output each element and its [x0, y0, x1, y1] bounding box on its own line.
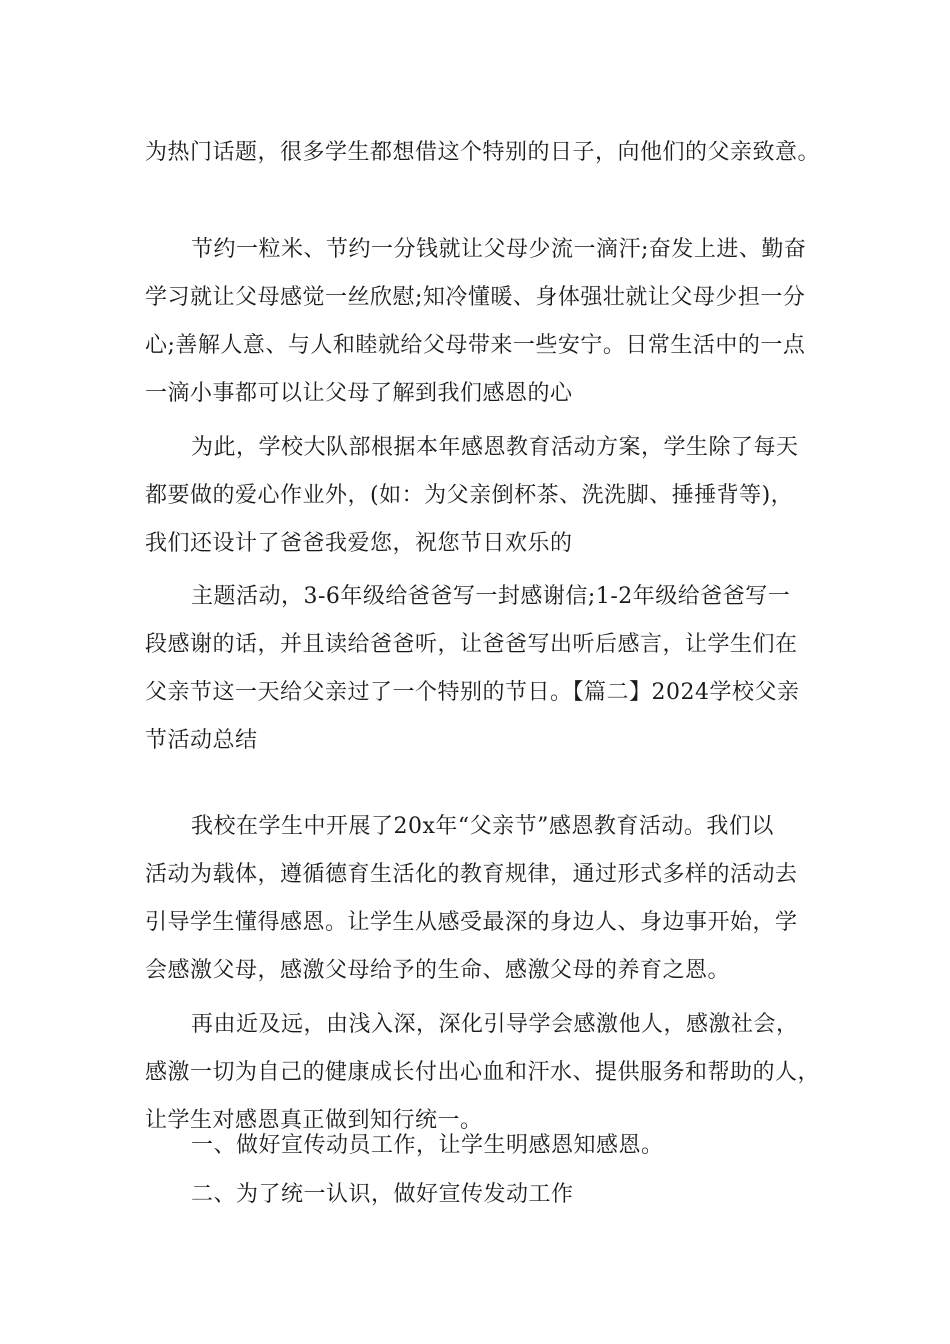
text-line: 主题活动，3-6年级给爸爸写一封感谢信;1-2年级给爸爸写一	[191, 584, 791, 609]
text-line: 我们还设计了爸爸我爱您，祝您节日欢乐的	[145, 531, 573, 556]
text-line: 一、做好宣传动员工作，让学生明感恩知感恩。	[191, 1133, 664, 1158]
text-line: 心;善解人意、与人和睦就给父母带来一些安宁。日常生活中的一点	[145, 333, 806, 358]
paragraph-theme-activity	[145, 573, 815, 765]
text-line: 为热门话题，很多学生都想借这个特别的日子，向他们的父亲致意。	[145, 140, 821, 165]
text-line: 节约一粒米、节约一分钱就让父母少流一滴汗;奋发上进、勤奋	[191, 237, 807, 262]
list-item-two	[145, 1171, 815, 1219]
text-line: 节活动总结	[145, 728, 258, 753]
text-line: 都要做的爱心作业外，(如：为父亲倒杯茶、洗洗脚、捶捶背等)，	[145, 483, 794, 508]
paragraph-intro-continuation	[145, 129, 821, 177]
list-item-one	[145, 1122, 815, 1170]
text-line: 感激一切为自己的健康成长付出心血和汗水、提供服务和帮助的人，	[145, 1060, 821, 1085]
text-line: 段感谢的话，并且读给爸爸听，让爸爸写出听后感言，让学生们在	[145, 632, 798, 657]
text-line: 让学生对感恩真正做到知行统一。	[145, 1108, 483, 1133]
paragraph-school-plan	[145, 424, 815, 568]
text-line: 引导学生懂得感恩。让学生从感受最深的身边人、身边事开始，学	[145, 910, 798, 935]
text-line: 学习就让父母感觉一丝欣慰;知冷懂暖、身体强壮就让父母少担一分	[145, 285, 806, 310]
text-line: 父亲节这一天给父亲过了一个特别的节日。【篇二】2024学校父亲	[145, 680, 800, 705]
text-line: 一滴小事都可以让父母了解到我们感恩的心	[145, 381, 573, 406]
text-line: 二、为了统一认识，做好宣传发动工作	[191, 1182, 574, 1207]
text-line: 会感激父母，感激父母给予的生命、感激父母的养育之恩。	[145, 958, 731, 983]
text-line: 我校在学生中开展了20x年“父亲节”感恩教育活动。我们以	[191, 814, 774, 839]
text-line: 活动为载体，遵循德育生活化的教育规律，通过形式多样的活动去	[145, 862, 798, 887]
text-line: 为此，学校大队部根据本年感恩教育活动方案，学生除了每天	[191, 435, 799, 460]
text-line: 再由近及远，由浅入深，深化引导学会感激他人，感激社会，	[191, 1012, 799, 1037]
paragraph-gratitude-actions	[145, 226, 815, 418]
paragraph-fathers-day-summary	[145, 803, 815, 995]
